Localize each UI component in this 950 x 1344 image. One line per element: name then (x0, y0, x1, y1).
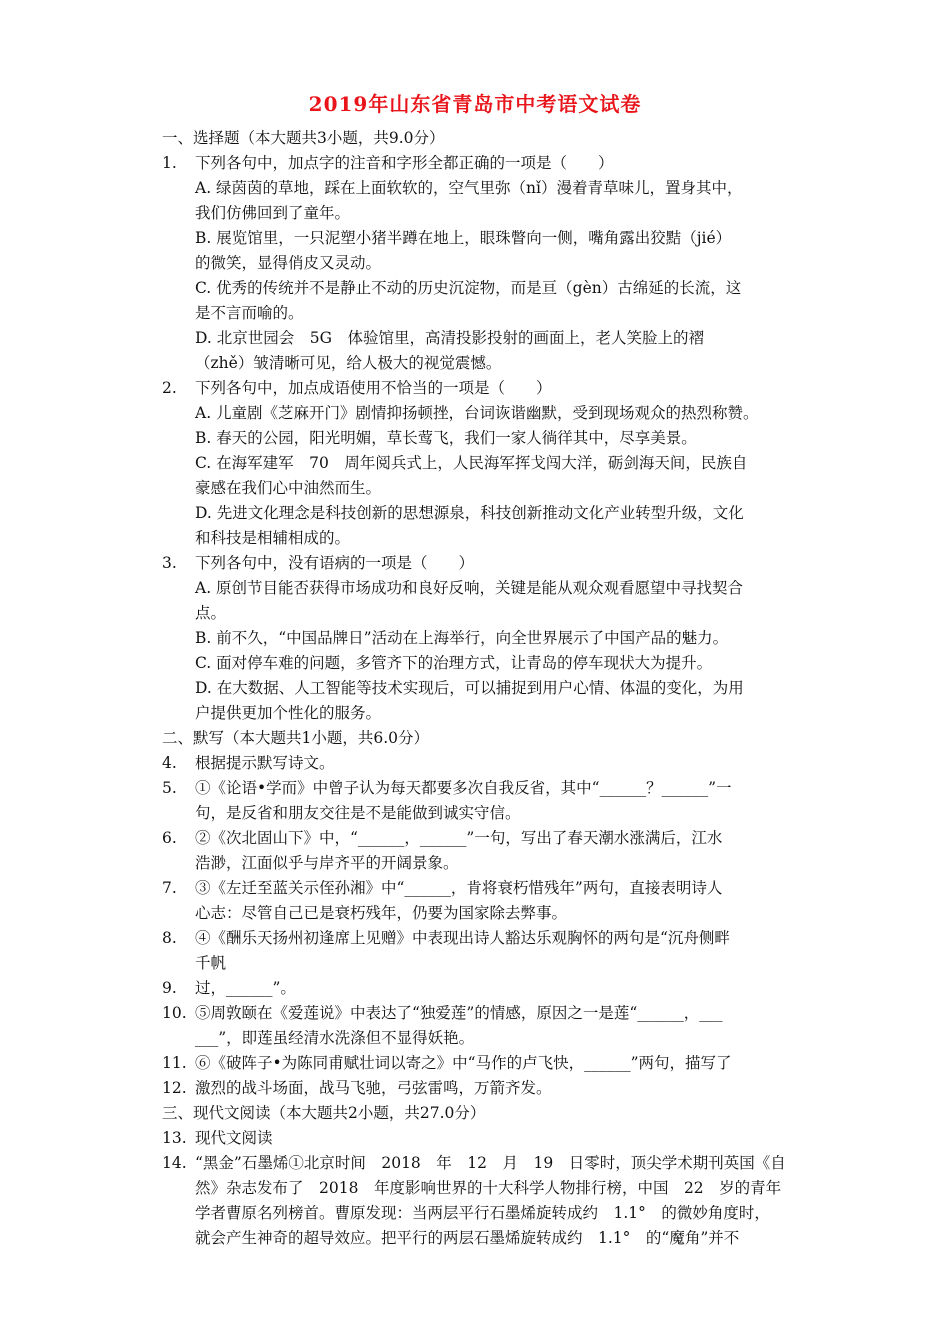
question-line (162, 926, 802, 951)
option-line (162, 676, 802, 701)
continuation-text: 是不言而喻的。 (195, 304, 304, 322)
option-text: A. 儿童剧《芝麻开门》剧情抑扬顿挫，台词诙谐幽默，受到现场观众的热烈称赞。 (195, 404, 759, 422)
continuation-text: 户提供更加个性化的服务。 (195, 704, 382, 722)
option-line (162, 326, 802, 351)
question-number: 3. (162, 554, 177, 572)
option-line (162, 501, 802, 526)
question-text: 激烈的战斗场面，战马飞驰，弓弦雷鸣，万箭齐发。 (195, 1079, 552, 1097)
option-text: C. 在海军建军 70 周年阅兵式上，人民海军挥戈闯大洋，砺剑海天间，民族自 (195, 454, 748, 472)
section-heading (162, 1101, 802, 1126)
question-text: 下列各句中，加点字的注音和字形全都正确的一项是（ ） (195, 154, 614, 172)
option-line (162, 576, 802, 601)
option-text: D. 先进文化理念是科技创新的思想源泉，科技创新推动文化产业转型升级，文化 (195, 504, 744, 522)
section-heading (162, 126, 802, 151)
page-title: 2019年山东省青岛市中考语文试卷 (308, 92, 642, 116)
continuation-line (162, 601, 802, 626)
option-text: D. 在大数据、人工智能等技术实现后，可以捕捉到用户心情、体温的变化，为用 (195, 679, 744, 697)
continuation-text: 就会产生神奇的超导效应。把平行的两层石墨烯旋转成约 1.1° 的“魔角”并不 (195, 1229, 740, 1247)
exam-body (162, 126, 802, 1251)
question-line (162, 376, 802, 401)
continuation-text: 的微笑，显得俏皮又灵动。 (195, 254, 382, 272)
question-number: 1. (162, 154, 177, 172)
question-text: 下列各句中，没有语病的一项是（ ） (195, 554, 475, 572)
question-number: 12. (162, 1079, 187, 1097)
question-number: 13. (162, 1129, 187, 1147)
option-text: B. 展览馆里，一只泥塑小猪半蹲在地上，眼珠瞥向一侧，嘴角露出狡黠（jié） (195, 229, 732, 247)
option-line (162, 176, 802, 201)
option-line (162, 451, 802, 476)
question-number: 11. (162, 1054, 187, 1072)
continuation-text: 浩渺，江面似乎与岸齐平的开阔景象。 (195, 854, 459, 872)
continuation-text: 心志：尽管自己已是衰朽残年，仍要为国家除去弊事。 (195, 904, 568, 922)
question-line (162, 826, 802, 851)
continuation-text: 点。 (195, 604, 227, 622)
option-line (162, 276, 802, 301)
question-line (162, 151, 802, 176)
question-line (162, 1076, 802, 1101)
question-number: 14. (162, 1154, 187, 1172)
question-text: 根据提示默写诗文。 (195, 754, 335, 772)
question-line (162, 776, 802, 801)
continuation-text: 豪感在我们心中油然而生。 (195, 479, 382, 497)
section-heading-text: 一、选择题（本大题共3小题，共9.0分） (162, 129, 445, 147)
question-text: ③《左迁至蓝关示侄孙湘》中“______，肯将衰朽惜残年”两句，直接表明诗人 (195, 879, 723, 897)
option-text: A. 绿茵茵的草地，踩在上面软软的，空气里弥（nǐ）漫着青草味儿，置身其中， (195, 179, 743, 197)
continuation-line (162, 301, 802, 326)
question-text: 现代文阅读 (195, 1129, 273, 1147)
continuation-text: （zhě）皱清晰可见，给人极大的视觉震憾。 (195, 354, 502, 372)
question-text: ⑥《破阵子•为陈同甫赋壮词以寄之》中“马作的卢飞快，______”两句，描写了 (195, 1054, 732, 1072)
question-text: “黑金”石墨烯①北京时间 2018 年 12 月 19 日零时，顶尖学术期刊英国《自 (195, 1154, 786, 1172)
question-number: 10. (162, 1004, 187, 1022)
continuation-line (162, 801, 802, 826)
option-text: B. 前不久，“中国品牌日”活动在上海举行，向全世界展示了中国产品的魅力。 (195, 629, 729, 647)
section-heading-text: 二、默写（本大题共1小题，共6.0分） (162, 729, 430, 747)
question-text: ②《次北固山下》中，“______，______”一句，写出了春天潮水涨满后，江水 (195, 829, 723, 847)
question-text: 下列各句中，加点成语使用不恰当的一项是（ ） (195, 379, 552, 397)
continuation-line (162, 526, 802, 551)
continuation-line (162, 1176, 802, 1201)
option-line (162, 426, 802, 451)
continuation-line (162, 901, 802, 926)
continuation-line (162, 1026, 802, 1051)
continuation-text: 学者曹原名列榜首。曹原发现：当两层平行石墨烯旋转成约 1.1° 的微妙角度时， (195, 1204, 770, 1222)
option-text: C. 优秀的传统并不是静止不动的历史沉淀物，而是亘（gèn）古绵延的长流，这 (195, 279, 742, 297)
question-text: 过，______”。 (195, 979, 296, 997)
question-line (162, 551, 802, 576)
option-text: A. 原创节目能否获得市场成功和良好反响，关键是能从观众观看愿望中寻找契合 (195, 579, 744, 597)
question-line (162, 1126, 802, 1151)
option-line (162, 401, 802, 426)
question-line (162, 876, 802, 901)
question-line (162, 1001, 802, 1026)
continuation-line (162, 1201, 802, 1226)
question-text: ①《论语•学而》中曾子认为每天都要多次自我反省，其中“______？______”一 (195, 779, 732, 797)
question-number: 5. (162, 779, 177, 797)
question-line (162, 1051, 802, 1076)
option-text: D. 北京世园会 5G 体验馆里，高清投影投射的画面上，老人笑脸上的褶 (195, 329, 704, 347)
option-line (162, 626, 802, 651)
question-line (162, 976, 802, 1001)
continuation-line (162, 251, 802, 276)
continuation-line (162, 1226, 802, 1251)
continuation-line (162, 351, 802, 376)
option-text: B. 春天的公园，阳光明媚，草长莺飞，我们一家人徜徉其中，尽享美景。 (195, 429, 697, 447)
question-number: 8. (162, 929, 177, 947)
continuation-text: 和科技是相辅相成的。 (195, 529, 351, 547)
continuation-line (162, 851, 802, 876)
continuation-line (162, 476, 802, 501)
question-text: ⑤周敦颐在《爱莲说》中表达了“独爱莲”的情感，原因之一是莲“______，___ (195, 1004, 723, 1022)
question-line (162, 751, 802, 776)
section-heading-text: 三、现代文阅读（本大题共2小题，共27.0分） (162, 1104, 486, 1122)
section-heading (162, 726, 802, 751)
question-number: 9. (162, 979, 177, 997)
question-number: 2. (162, 379, 177, 397)
continuation-text: 然》杂志发布了 2018 年度影响世界的十大科学人物排行榜，中国 22 岁的青年 (195, 1179, 782, 1197)
continuation-text: 句，是反省和朋友交往是不是能做到诚实守信。 (195, 804, 521, 822)
continuation-line (162, 701, 802, 726)
continuation-text: 千帆 (195, 954, 227, 972)
option-line (162, 226, 802, 251)
question-number: 4. (162, 754, 177, 772)
continuation-text: 我们仿佛回到了童年。 (195, 204, 351, 222)
continuation-text: ___”，即莲虽经清水洗涤但不显得妖艳。 (195, 1029, 475, 1047)
continuation-line (162, 951, 802, 976)
option-line (162, 651, 802, 676)
question-number: 6. (162, 829, 177, 847)
option-text: C. 面对停车难的问题，多管齐下的治理方式，让青岛的停车现状大为提升。 (195, 654, 713, 672)
question-number: 7. (162, 879, 177, 897)
question-line (162, 1151, 802, 1176)
continuation-line (162, 201, 802, 226)
question-text: ④《酬乐天扬州初逢席上见赠》中表现出诗人豁达乐观胸怀的两句是“沉舟侧畔 (195, 929, 730, 947)
